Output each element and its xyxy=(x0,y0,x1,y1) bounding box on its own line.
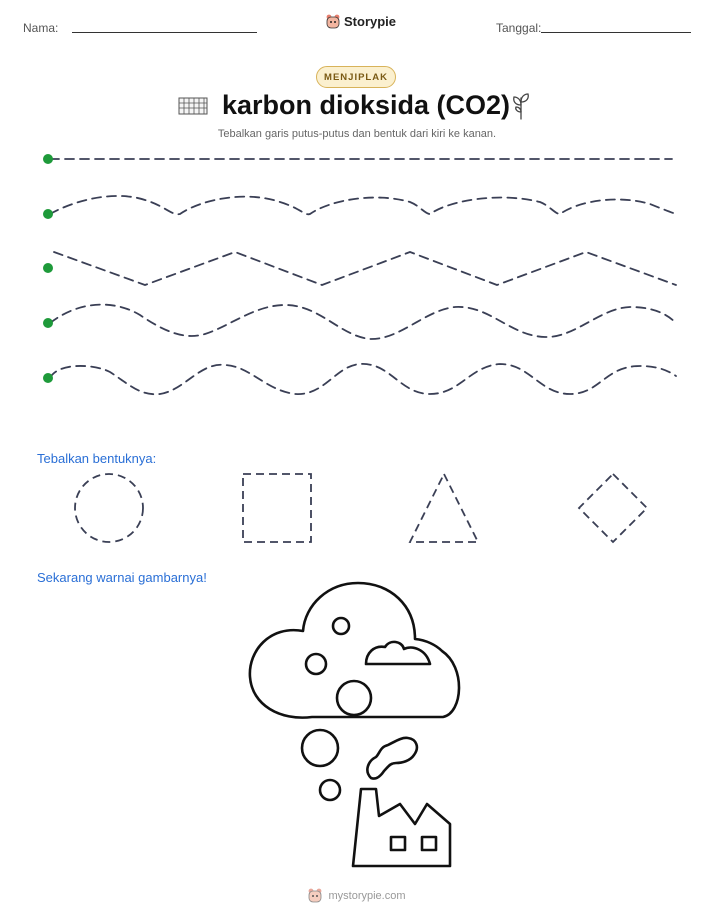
factory-outline xyxy=(353,789,450,866)
bubble xyxy=(306,654,326,674)
bubble xyxy=(302,730,338,766)
footer xyxy=(0,888,714,903)
smoke-puff xyxy=(367,738,416,779)
tracing-lines xyxy=(0,140,714,400)
activity-badge: MENJIPLAK xyxy=(316,66,396,88)
coloring-label: Sekarang warnai gambarnya! xyxy=(37,570,207,585)
shapes-label: Tebalkan bentuknya: xyxy=(37,451,157,466)
co2-coloring-picture[interactable] xyxy=(240,575,470,875)
triangle-shape[interactable] xyxy=(410,474,478,542)
name-label: Nama: xyxy=(23,21,59,35)
start-dot xyxy=(43,318,53,328)
brand-logo xyxy=(326,14,396,29)
diamond-shape[interactable] xyxy=(579,474,647,542)
date-label: Tanggal: xyxy=(496,21,542,35)
tracing-shapes xyxy=(0,465,714,550)
grid-icon xyxy=(178,96,208,116)
start-dot xyxy=(43,373,53,383)
instructions: Tebalkan garis putus-putus dan bentuk dari kiri ke kanan. xyxy=(217,128,497,140)
square-shape[interactable] xyxy=(243,474,311,542)
brand-name: Storypie xyxy=(344,14,397,29)
cloud-outline xyxy=(250,583,459,718)
storypie-logo-icon xyxy=(326,14,340,29)
tracing-line-zigzag[interactable] xyxy=(54,252,676,285)
start-dot xyxy=(43,263,53,273)
page-title: karbon dioksida (CO2) xyxy=(222,90,511,120)
bubble xyxy=(337,681,371,715)
bubble xyxy=(333,618,349,634)
storypie-logo-icon xyxy=(308,888,322,903)
name-line[interactable] xyxy=(72,32,257,33)
footer-url[interactable]: mystorypie.com xyxy=(328,889,406,902)
tracing-line-bumps[interactable] xyxy=(50,364,676,394)
factory-window xyxy=(422,837,436,850)
circle-shape[interactable] xyxy=(75,474,143,542)
start-dot xyxy=(43,154,53,164)
date-line[interactable] xyxy=(541,32,691,33)
bubble xyxy=(320,780,340,800)
small-cloud xyxy=(366,642,430,664)
tracing-line-wave[interactable] xyxy=(50,305,676,339)
factory-window xyxy=(391,837,405,850)
sprout-icon xyxy=(510,90,532,120)
tracing-line-wave-soft[interactable] xyxy=(50,196,676,214)
start-dot xyxy=(43,209,53,219)
